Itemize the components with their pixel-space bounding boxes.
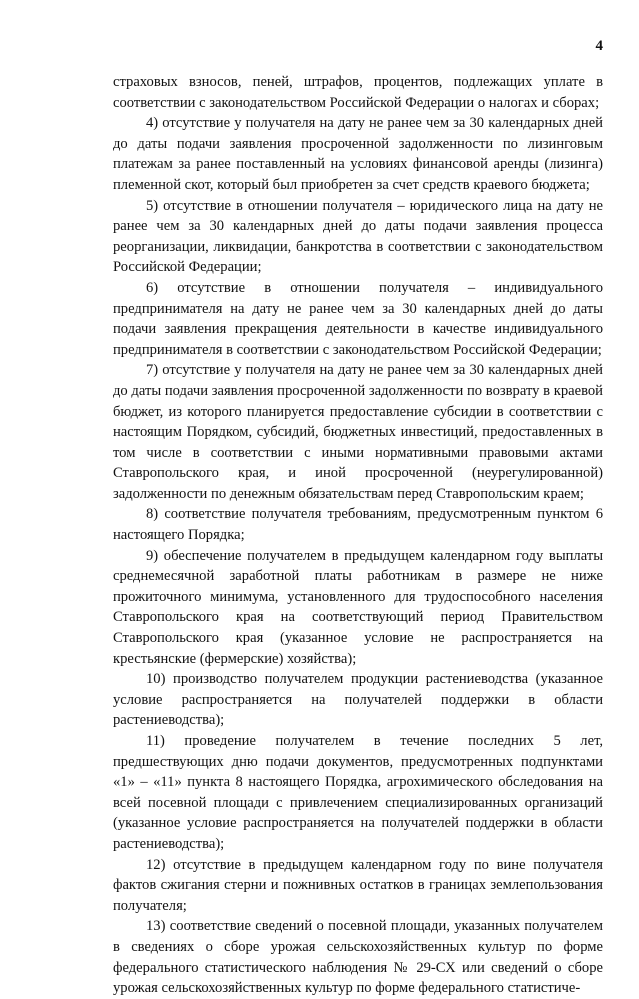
paragraph-continuation: страховых взносов, пеней, штрафов, процентов, подлежащих уплате в соответствии с законодательством Российской Федерации о налогах и сборах; (113, 74, 603, 111)
paragraph-item-9: 9) обеспечение получателем в предыдущем календарном году выплаты среднемесячной заработной платы работникам в размере не ниже прожиточного минимума, установленного для трудоспособного населения Ставропольского края на соответствующий период Правительством Ставропольского края (указанное условие не распространяется на крестьянские (фермерские) хозяйства); (113, 547, 603, 667)
paragraph-item-13: 13) соответствие сведений о посевной площади, указанных получателем в сведениях о сборе урожая сельскохозяйственных культур по форме федерального статистического наблюдения № 29-СХ или сведений о сборе урожая сельскохозяйственных культур по форме федерального статистиче- (113, 918, 603, 997)
paragraph-item-6: 6) отсутствие в отношении получателя – индивидуального предпринимателя на дату не ранее чем за 30 календарных дней до даты подачи заявления прекращения деятельности в качестве индивидуального предпринимателя в соответствии с законодательством Российской Федерации; (113, 279, 603, 358)
paragraph-item-5: 5) отсутствие в отношении получателя – юридического лица на дату не ранее чем за 30 календарных дней до даты подачи заявления процесса реорганизации, ликвидации, банкротства в соответствии с законодательством Российской Федерации; (113, 197, 603, 276)
paragraph-item-10: 10) производство получателем продукции растениеводства (указанное условие распространяется на получателей поддержки в области растениеводства); (113, 671, 603, 729)
document-body (113, 72, 603, 999)
page-number: 4 (595, 38, 603, 54)
paragraph-item-11: 11) проведение получателем в течение последних 5 лет, предшествующих дню подачи документов, предусмотренных подпунктами «1» – «11» пункта 8 настоящего Порядка, агрохимического обследования на всей посевной площади с привлечением специализированных организаций (указанное условие распространяется на получателей поддержки в области растениеводства); (113, 733, 603, 852)
paragraph-item-8: 8) соответствие получателя требованиям, предусмотренным пунктом 6 настоящего Порядка; (113, 506, 603, 544)
paragraph-item-7: 7) отсутствие у получателя на дату не ранее чем за 30 календарных дней до даты подачи заявления просроченной задолженности по возврату в краевой бюджет, из которого планируется предоставление субсидии в соответствии с настоящим Порядком, субсидий, бюджетных инвестиций, предоставленных в том числе в соответствии с иными нормативными правовыми актами Ставропольского края, и иной просроченной (неурегулированной) задолженности по денежным обязательствам перед Ставропольским краем; (113, 362, 603, 502)
paragraph-item-12: 12) отсутствие в предыдущем календарном году по вине получателя фактов сжигания стерни и пожнивных остатков в границах землепользования получателя; (113, 856, 603, 914)
paragraph-item-4: 4) отсутствие у получателя на дату не ранее чем за 30 календарных дней до даты подачи заявления просроченной задолженности по лизинговым платежам за ранее поставленный на условиях финансовой аренды (лизинга) племенной скот, который был приобретен за счет средств краевого бюджета; (113, 115, 603, 193)
